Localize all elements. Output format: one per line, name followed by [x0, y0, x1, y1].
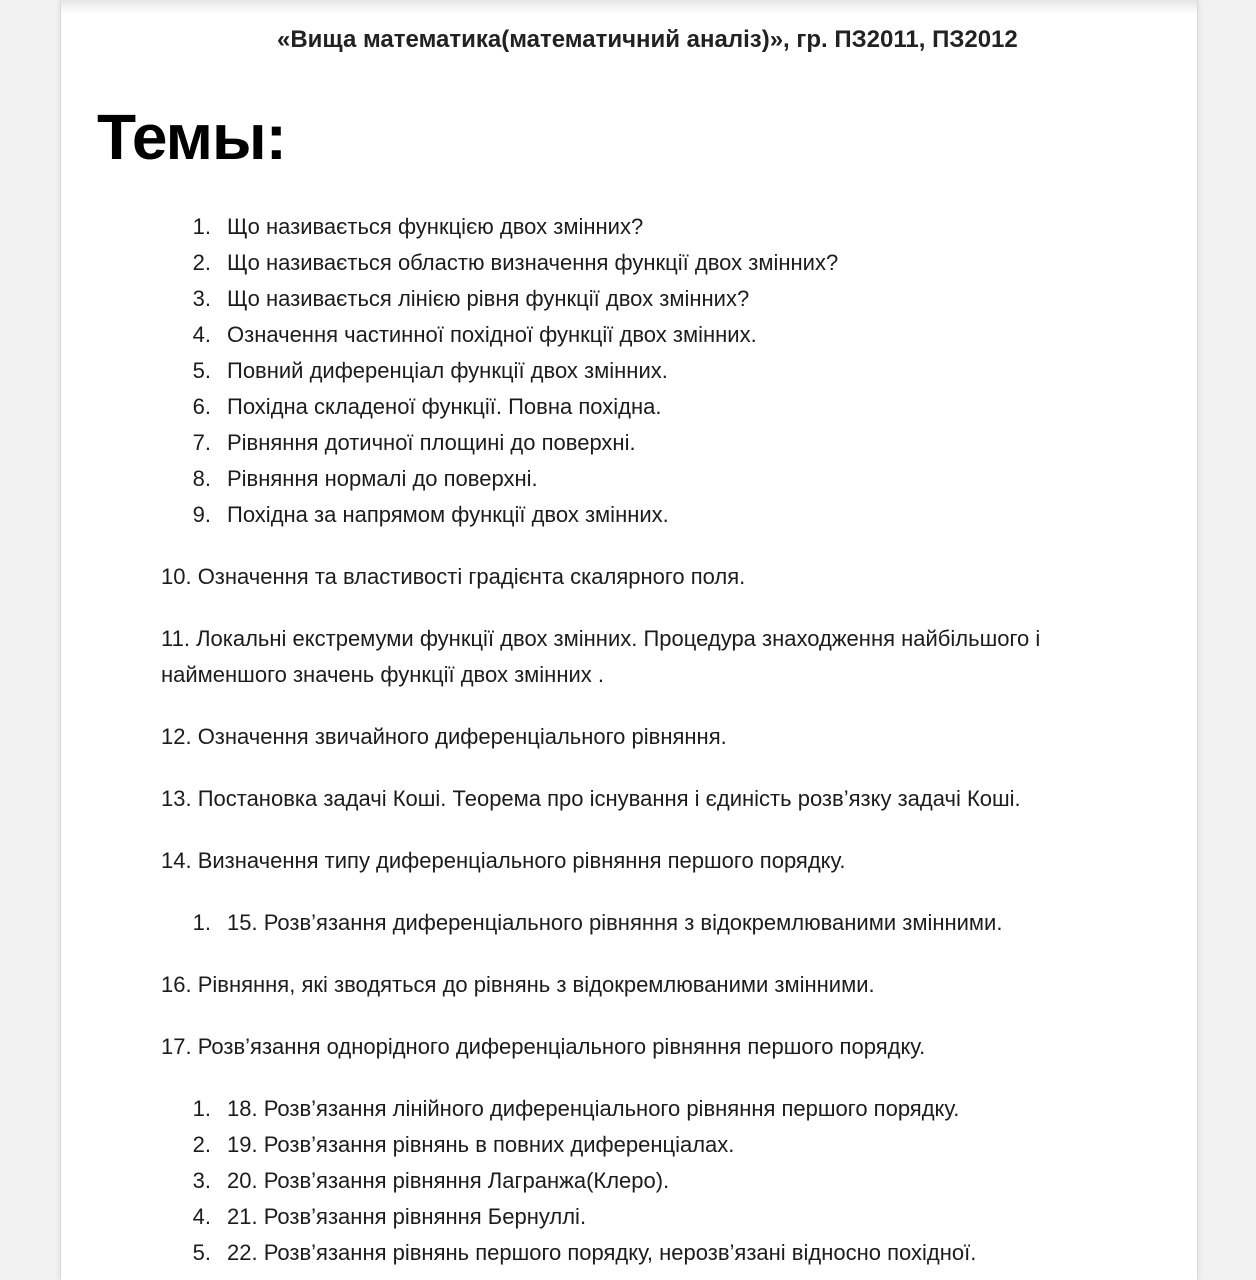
list-item-text: Означення частинної похідної функції двох змінних. — [227, 322, 757, 347]
list-item-number: 4. — [192, 322, 211, 347]
list-item-text: 15. Розв’язання диференціального рівняння з відокремлюваними змінними. — [227, 910, 1003, 935]
list-item-text: 19. Розв’язання рівнянь в повних диференціалах. — [227, 1132, 735, 1157]
list-item-text: 21. Розв’язання рівняння Бернуллі. — [227, 1204, 587, 1229]
list-item-text: 22. Розв’язання рівнянь першого порядку, нерозв’язані відносно похідної. — [227, 1240, 977, 1265]
list-item-number: 5. — [192, 1240, 211, 1265]
list-item-text: Що називається област​ю визначення функції двох змінних? — [227, 250, 839, 275]
topic-paragraph-13: 13. Постановка задачі Коші. Теорема про існування і єдиність розв’язку задачі Коші. — [161, 786, 1021, 811]
list-item-text: Рівняння нормалі до поверхні. — [227, 466, 538, 491]
list-item-number: 7. — [192, 430, 211, 455]
list-item-text: Що називається лінією рівня функції двох змінних? — [227, 286, 750, 311]
list-item-number: 2. — [192, 250, 211, 275]
list-item-number: 8. — [192, 466, 211, 491]
list-item-text: Що називається функцією двох змінних? — [227, 214, 644, 239]
list-item-text: Похідна складеної функції. Повна похідна. — [227, 394, 662, 419]
list-item-number: 4. — [192, 1204, 211, 1229]
list-item-text: Рівняння дотичної площині до поверхні. — [227, 430, 636, 455]
topic-paragraph-10: 10. Означення та властивості градієнта скалярного поля. — [161, 564, 746, 589]
topic-paragraph-11-line2: найменшого значень функції двох змінних . — [161, 662, 604, 687]
topic-paragraph-17: 17. Розв’язання однорідного диференціального рівняння першого порядку. — [161, 1034, 926, 1059]
list-item-number: 1. — [192, 214, 211, 239]
top-shadow — [61, 0, 1197, 14]
document-page — [60, 0, 1198, 1280]
topic-paragraph-14: 14. Визначення типу диференціального рівняння першого порядку. — [161, 848, 846, 873]
list-item-number: 2. — [192, 1132, 211, 1157]
list-item-text: Повний диференціал функції двох змінних. — [227, 358, 668, 383]
list-item-text: Похідна за напрямом функції двох змінних. — [227, 502, 669, 527]
list-item-text: 18. Розв’язання лінійного диференціального рівняння першого порядку. — [227, 1096, 960, 1121]
page-title: Темы: — [97, 101, 286, 173]
topic-paragraph-12: 12. Означення звичайного диференціального рівняння. — [161, 724, 727, 749]
list-item-text: 20. Розв’язання рівняння Лагранжа(Клеро). — [227, 1168, 670, 1193]
list-item-number: 1. — [192, 910, 211, 935]
topic-paragraph-16: 16. Рівняння, які зводяться до рівнянь з відокремлюваними змінними. — [161, 972, 875, 997]
topic-paragraph-11-line1: 11. Локальні екстремуми функції двох змінних. Процедура знаходження найбільшого і — [161, 626, 1041, 651]
list-item-number: 5. — [192, 358, 211, 383]
document-header: «Вища математика(математичний аналіз)», гр. ПЗ2011, ПЗ2012 — [277, 26, 1018, 53]
list-item-number: 9. — [192, 502, 211, 527]
list-item-number: 1. — [192, 1096, 211, 1121]
list-item-number: 6. — [192, 394, 211, 419]
list-item-number: 3. — [192, 286, 211, 311]
list-item-number: 3. — [192, 1168, 211, 1193]
